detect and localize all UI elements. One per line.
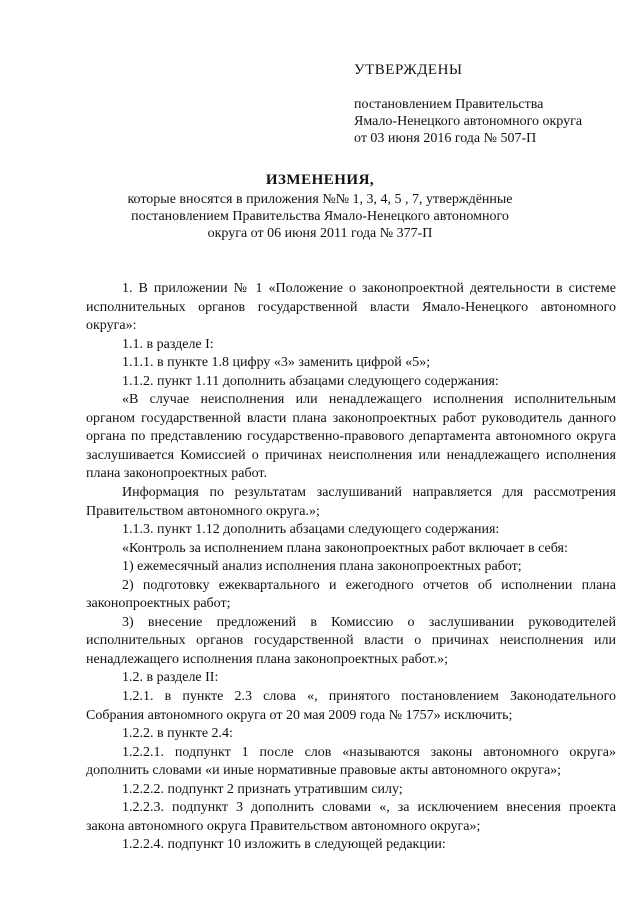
paragraph: 1.1.3. пункт 1.12 дополнить абзацами следующего содержания: <box>122 522 500 538</box>
paragraph: «Контроль за исполнением плана законопроектных работ включает в себя: <box>122 540 568 556</box>
approval-line: от 03 июня 2016 года № 507-П <box>354 131 537 146</box>
approval-line: постановлением Правительства <box>354 97 544 112</box>
paragraph: 1.2.2.1. подпункт 1 после слов «называются законы автономного округа» дополнить словами «и иные нормативные правовые акты автономного округа»; <box>86 744 616 779</box>
paragraph: «В случае неисполнения или ненадлежащего исполнения исполнительным органом государственной власти плана законопроектных работ руководитель данного органа по представлению государственно-правового департамента автономного округа заслушивается Комиссией о причинах неисполнения или ненадлежащего исполнения плана законопроектных работ. <box>86 392 616 482</box>
heading-line: постановлением Правительства Ямало-Ненецкого автономного <box>131 209 509 224</box>
approval-block <box>354 62 624 147</box>
heading-line: которые вносятся в приложения №№ 1, 3, 4, 5 , 7, утверждённые <box>127 192 513 207</box>
document-title: ИЗМЕНЕНИЯ, <box>265 172 375 188</box>
document-heading <box>60 172 580 242</box>
paragraph: 1.2. в разделе II: <box>122 670 219 686</box>
heading-line: округа от 06 июня 2011 года № 377-П <box>207 226 433 241</box>
paragraph: 1.2.2. в пункте 2.4: <box>122 726 233 742</box>
paragraph: 1.2.2.2. подпункт 2 признать утратившим силу; <box>122 781 403 797</box>
paragraph: 1. В приложении № 1 «Положение о законопроектной деятельности в системе исполнительных органов государственной власти Ямало-Ненецкого автономного округа»: <box>86 281 616 334</box>
paragraph: 1.2.2.4. подпункт 10 изложить в следующей редакции: <box>122 837 446 853</box>
approval-line: Ямало-Ненецкого автономного округа <box>354 114 583 129</box>
paragraph: 1.1.1. в пункте 1.8 цифру «3» заменить цифрой «5»; <box>122 355 431 371</box>
approval-title: УТВЕРЖДЕНЫ <box>354 62 463 78</box>
paragraph: Информация по результатам заслушиваний направляется для рассмотрения Правительством автономного округа.»; <box>86 485 616 519</box>
paragraph: 1.1.2. пункт 1.11 дополнить абзацами следующего содержания: <box>122 373 499 389</box>
paragraph: 1.2.2.3. подпункт 3 дополнить словами «, за исключением внесения проекта закона автономного округа Правительством автономного округа»; <box>86 800 616 834</box>
document-body <box>86 280 616 855</box>
paragraph: 2) подготовку ежеквартального и ежегодного отчетов об исполнении плана законопроектных работ; <box>86 577 616 612</box>
paragraph: 1) ежемесячный анализ исполнения плана законопроектных работ; <box>122 559 522 575</box>
paragraph: 1.1. в разделе I: <box>122 336 214 352</box>
paragraph: 1.2.1. в пункте 2.3 слова «, принятого постановлением Законодательного Собрания автономного округа от 20 мая 2009 года № 1757» исключить; <box>86 689 616 723</box>
paragraph: 3) внесение предложений в Комиссию о заслушивании руководителей исполнительных органов государственной власти о причинах неисполнения или ненадлежащего исполнения плана законопроектных работ.»; <box>86 614 616 667</box>
